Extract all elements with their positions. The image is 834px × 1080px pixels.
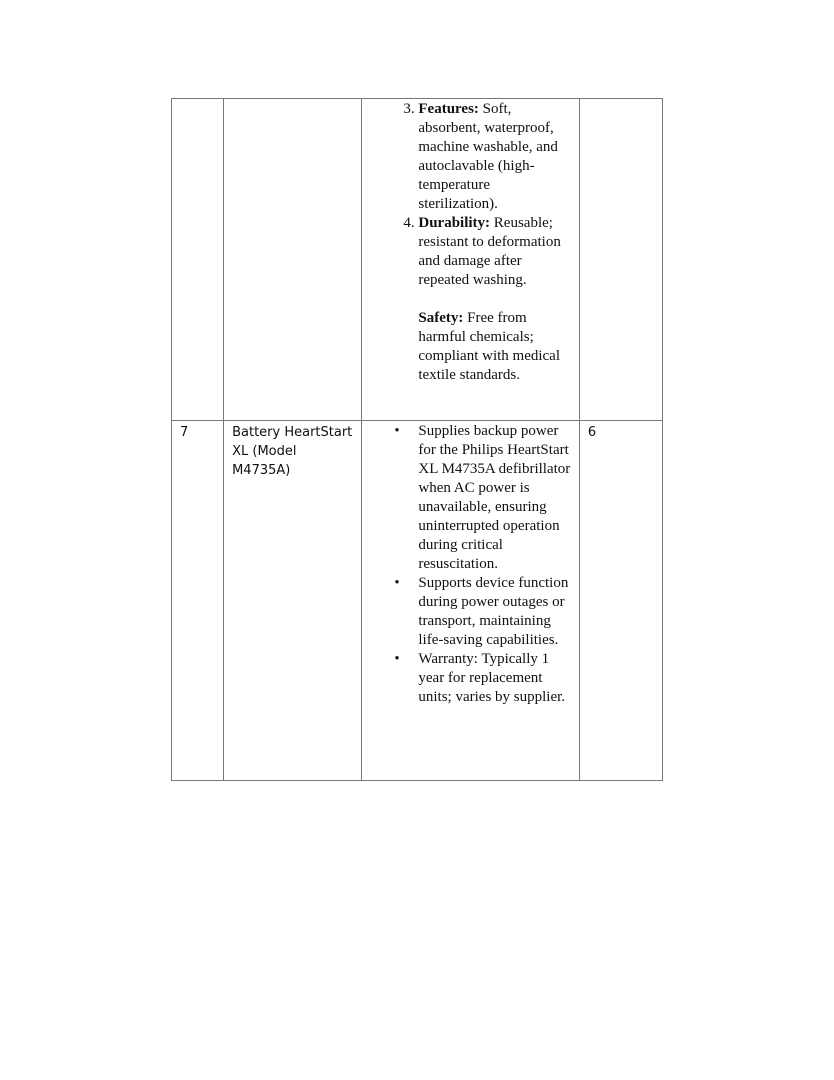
features-list [362,100,572,290]
table-row-7 [172,421,663,781]
description-cell [362,421,579,781]
safety-paragraph: Safety: Free from harmful chemicals; compliant with medical textile standards. [418,310,561,383]
specification-table [171,98,663,781]
item-cell-empty [224,99,362,421]
list-item-durability: 4. Durability: Reusable; resistant to deformation and damage after repeated washing. [418,214,572,290]
description-bullets [362,422,572,707]
list-item-features: 3. Features: Soft, absorbent, waterproof, machine washable, and autoclavable (high-temperature sterilization). [418,100,572,214]
number-cell-empty [172,99,224,421]
list-item: • Warranty: Typically 1 year for replacement units; varies by supplier. [418,650,572,707]
table-row-continued [172,99,663,421]
list-item: • Supplies backup power for the Philips HeartStart XL M4735A defibrillator when AC power is unavailable, ensuring uninterrupted operation during critical resuscitation. [418,422,572,574]
list-item: • Supports device function during power outages or transport, maintaining life-saving capabilities. [418,574,572,650]
row-number: 7 [172,421,224,781]
quantity-cell-empty [579,99,662,421]
quantity-value: 6 [579,421,662,781]
item-name: Battery HeartStart XL (Model M4735A) [224,421,362,781]
description-cell [362,99,579,421]
